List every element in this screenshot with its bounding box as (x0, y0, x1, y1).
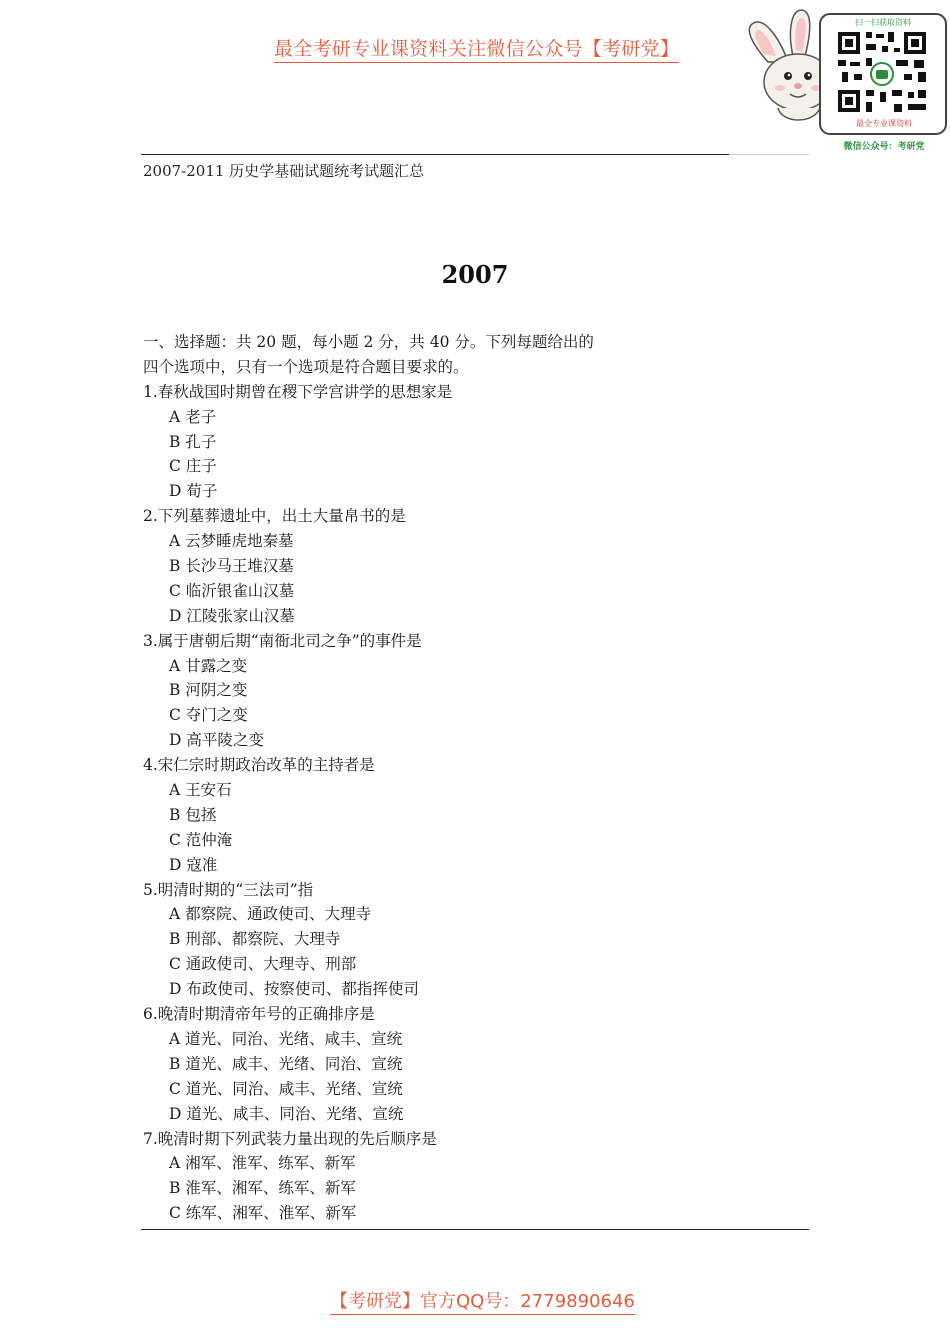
answer-option: D 荀子 (169, 482, 218, 501)
question-text: 5.明清时期的“三法司”指 (143, 880, 314, 899)
answer-option: A 甘露之变 (169, 656, 248, 675)
question-list (143, 330, 809, 1226)
answer-option: B 刑部、都察院、大理寺 (169, 930, 341, 949)
question-text: 四个选项中，只有一个选项是符合题目要求的。 (143, 357, 469, 376)
answer-option: C 庄子 (169, 457, 217, 476)
answer-option: D 布政使司、按察使司、都指挥使司 (169, 980, 419, 999)
answer-option: B 包拯 (169, 805, 217, 824)
answer-option: A 云梦睡虎地秦墓 (169, 532, 294, 551)
answer-option: B 长沙马王堆汉墓 (169, 557, 294, 576)
answer-option: C 道光、同治、咸丰、光绪、宣统 (169, 1079, 403, 1098)
year-heading: 2007 (441, 260, 509, 289)
answer-option: B 淮军、湘军、练军、新军 (169, 1179, 356, 1198)
qr-caption-bottom: 最全专业课资料 (856, 119, 912, 128)
question-text: 1.春秋战国时期曾在稷下学宫讲学的思想家是 (143, 382, 453, 401)
footer-divider (141, 1229, 809, 1230)
answer-option: B 道光、咸丰、光绪、同治、宣统 (169, 1054, 403, 1073)
header-divider (141, 154, 729, 155)
question-text: 4.宋仁宗时期政治改革的主持者是 (143, 756, 375, 775)
header-banner: 最全考研专业课资料关注微信公众号【考研党】 (274, 34, 679, 63)
answer-option: C 范仲淹 (169, 830, 233, 849)
question-text: 7.晚清时期下列武装力量出现的先后顺序是 (143, 1129, 437, 1148)
footer-contact: 【考研党】官方QQ号：2779890646 (330, 1287, 635, 1315)
answer-option: D 高平陵之变 (169, 731, 264, 750)
answer-option: A 都察院、通政使司、大理寺 (169, 905, 372, 924)
qr-caption-top: 扫一扫获取资料 (855, 18, 911, 27)
answer-option: C 夺门之变 (169, 706, 248, 725)
answer-option: A 老子 (169, 407, 217, 426)
document-title: 2007-2011 历史学基础试题统考试题汇总 (143, 162, 425, 180)
answer-option: D 江陵张家山汉墓 (169, 606, 295, 625)
answer-option: C 练军、湘军、淮军、新军 (169, 1204, 357, 1223)
answer-option: B 孔子 (169, 432, 217, 451)
qr-code-icon (820, 14, 946, 134)
answer-option: B 河阴之变 (169, 681, 248, 700)
header-divider-extension (729, 154, 809, 155)
answer-option: A 湘军、淮军、练军、新军 (169, 1154, 356, 1173)
answer-option: D 寇准 (169, 855, 218, 874)
wechat-caption: 微信公众号：考研党 (843, 142, 925, 152)
question-text: 3.属于唐朝后期“南衙北司之争”的事件是 (143, 631, 422, 650)
question-text: 一、选择题：共 20 题，每小题 2 分，共 40 分。下列每题给出的 (143, 333, 594, 351)
answer-option: C 通政使司、大理寺、刑部 (169, 955, 357, 974)
answer-option: A 道光、同治、光绪、咸丰、宣统 (169, 1029, 403, 1048)
answer-option: C 临沂银雀山汉墓 (169, 581, 295, 600)
question-text: 2.下列墓葬遗址中，出土大量帛书的是 (143, 507, 406, 526)
question-text: 6.晚清时期清帝年号的正确排序是 (143, 1005, 375, 1024)
answer-option: A 王安石 (169, 781, 232, 800)
answer-option: D 道光、咸丰、同治、光绪、宣统 (169, 1104, 404, 1123)
